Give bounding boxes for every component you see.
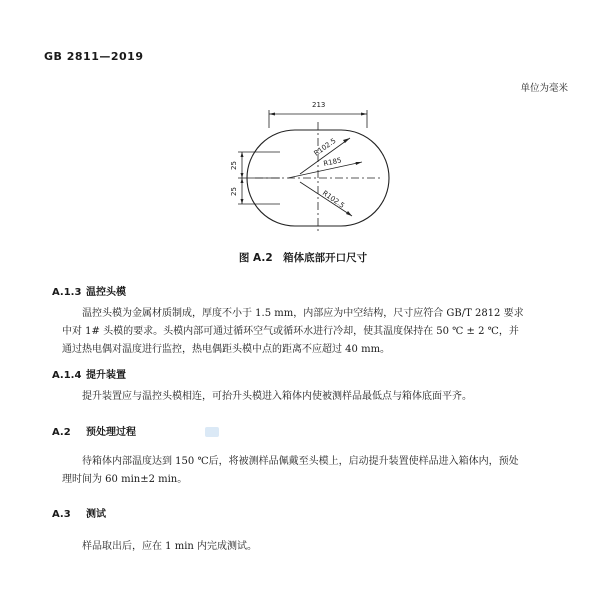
section-title: 测试 bbox=[86, 509, 106, 520]
radius-top-label: R102.5 bbox=[312, 136, 338, 158]
figure-caption: 图 A.2 箱体底部开口尺寸 bbox=[238, 252, 368, 264]
opening-dimension-figure bbox=[200, 90, 400, 250]
section-title: 预处理过程 bbox=[86, 427, 136, 438]
section-heading-a-2 bbox=[52, 423, 136, 438]
radius-bottom-label: R102.5 bbox=[320, 189, 346, 210]
paragraph-line: 中对 1# 头模的要求。头模内部可通过循环空气或循环水进行冷却，使其温度保持在 50 ℃ ± 2 ℃，并 bbox=[62, 326, 519, 337]
radius-center-label: R185 bbox=[322, 156, 343, 168]
section-heading-a-1-3 bbox=[52, 283, 126, 298]
section-title: 提升装置 bbox=[86, 370, 126, 381]
paragraph-line: 样品取出后，应在 1 min 内完成测试。 bbox=[82, 541, 258, 552]
section-number: A.3 bbox=[52, 509, 71, 520]
section-heading-a-3 bbox=[52, 505, 106, 520]
watermark-mark bbox=[205, 427, 219, 437]
paragraph-line: 待箱体内部温度达到 150 ℃后，将被测样品佩戴至头模上，启动提升装置使样品进入箱体内，预处 bbox=[82, 456, 519, 467]
paragraph-line: 提升装置应与温控头模相连，可抬升头模进入箱体内使被测样品最低点与箱体底面平齐。 bbox=[82, 391, 472, 402]
section-heading-a-1-4 bbox=[52, 366, 126, 381]
paragraph-line: 理时间为 60 min±2 min。 bbox=[62, 474, 188, 485]
paragraph-line: 通过热电偶对温度进行监控，热电偶距头模中点的距离不应超过 40 mm。 bbox=[62, 344, 391, 355]
paragraph-line: 温控头模为金属材质制成，厚度不小于 1.5 mm，内部应为中空结构，尺寸应符合 GB/T 2812 要求 bbox=[82, 308, 524, 319]
section-body-a-2 bbox=[62, 453, 562, 489]
section-body-a-1-4 bbox=[62, 388, 562, 406]
width-label: 213 bbox=[312, 101, 326, 109]
section-number: A.1.3 bbox=[52, 287, 82, 298]
section-number: A.1.4 bbox=[52, 370, 82, 381]
section-body-a-3 bbox=[62, 538, 562, 556]
unit-note: 单位为毫米 bbox=[520, 83, 568, 94]
h-bottom-label: 25 bbox=[230, 187, 238, 196]
section-title: 温控头模 bbox=[86, 287, 126, 298]
section-body-a-1-3 bbox=[62, 305, 562, 359]
standard-number: GB 2811—2019 bbox=[44, 50, 144, 63]
h-top-label: 25 bbox=[230, 161, 238, 170]
section-number: A.2 bbox=[52, 427, 71, 438]
